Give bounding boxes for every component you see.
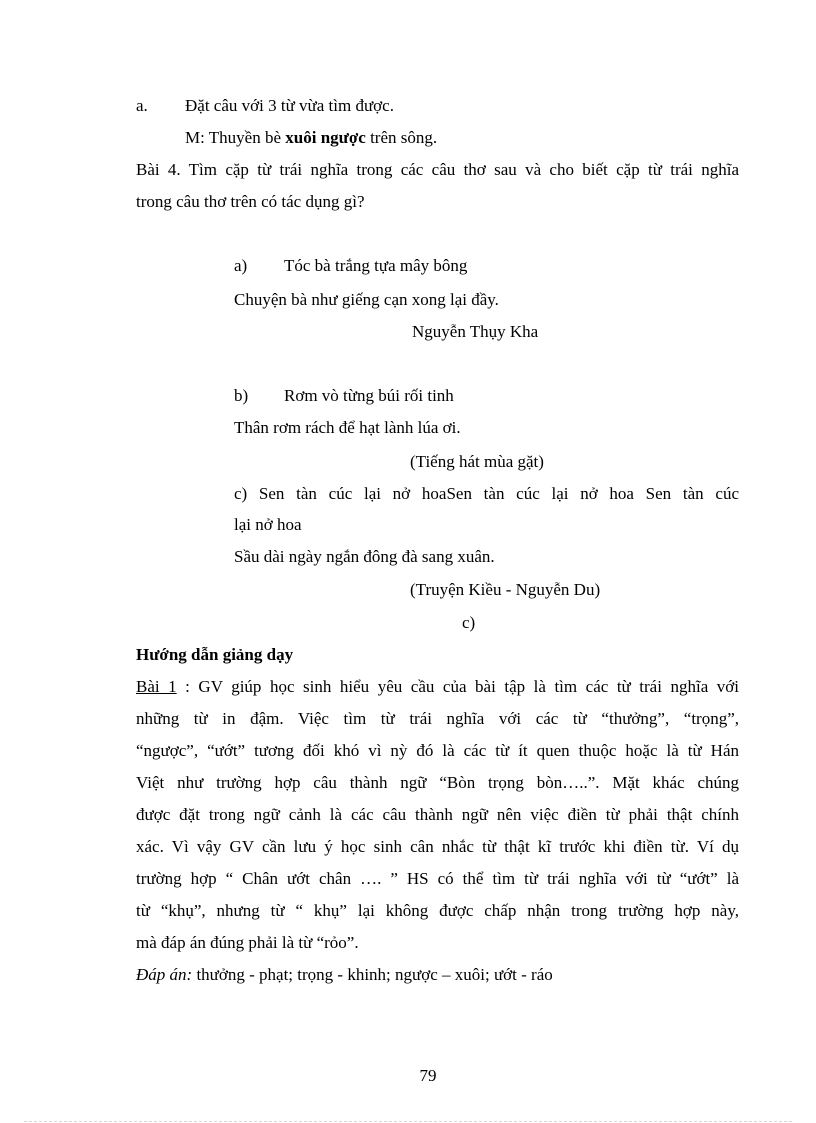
answer-text: thưởng - phạt; trọng - khinh; ngược – xuôi; ướt - ráo: [192, 965, 553, 984]
poem-a-line-2: Chuyện bà như giếng cạn xong lại đầy.: [234, 290, 499, 309]
answer-label: Đáp án:: [136, 965, 193, 984]
stray-marker-c: c): [462, 613, 476, 632]
poem-a-line-1: Tóc bà trắng tựa mây bông: [284, 256, 468, 275]
poem-a-author: Nguyễn Thụy Kha: [412, 322, 539, 341]
example-suffix: trên sông.: [365, 128, 438, 147]
guide-line-3: “ngược”, “ướt” tương đối khó vì nỳ đó là các từ ít quen thuộc hoặc là từ Hán: [136, 741, 739, 760]
guide-line-1: Bài 1 : GV giúp học sinh hiểu yêu cầu của bài tập là tìm các từ trái nghĩa với: [136, 677, 739, 696]
example-prefix: M: Thuyền bè: [185, 128, 286, 147]
guide-line-9: mà đáp án đúng phải là từ “rỏo”.: [136, 933, 359, 952]
bai4-line-1: Bài 4. Tìm cặp từ trái nghĩa trong các câu thơ sau và cho biết cặp từ trái nghĩa: [136, 160, 739, 179]
guide-line-8: từ “khụ”, nhưng từ “ khụ” lại không được chấp nhận trong trường hợp này,: [136, 901, 739, 920]
page-bottom-border: [24, 1121, 792, 1122]
poem-c-source: (Truyện Kiều - Nguyễn Du): [410, 580, 601, 599]
poem-b-line-1: Rơm vò từng búi rối tinh: [284, 386, 454, 405]
poem-b-marker: b): [234, 386, 249, 405]
poem-a-marker: a): [234, 256, 248, 275]
page-number: 79: [419, 1066, 437, 1085]
guide-line-4: Việt như trường hợp câu thành ngữ “Bòn trọng bòn…..”. Mặt khác chúng: [136, 773, 739, 792]
guide-line-5: được đặt trong ngữ cảnh là các câu thành ngữ nên việc điền từ phải thật chính: [136, 805, 739, 824]
guide-line-7: trường hợp “ Chân ướt chân …. ” HS có thể tìm từ trái nghĩa với từ “ướt” là: [136, 869, 739, 888]
poem-c-line-2: Sầu dài ngày ngắn đông đà sang xuân.: [234, 547, 495, 566]
guide-heading: Hướng dẫn giảng dạy: [136, 645, 294, 664]
part-a-text: Đặt câu với 3 từ vừa tìm được.: [185, 96, 394, 115]
poem-b-line-2: Thân rơm rách để hạt lành lúa ơi.: [234, 418, 461, 437]
poem-c-line-1: c) Sen tàn cúc lại nở hoaSen tàn cúc lại nở hoa Sen tàn cúc: [234, 484, 739, 503]
part-a-marker: a.: [136, 96, 148, 115]
poem-c-line-1-cont: lại nở hoa: [234, 515, 302, 534]
poem-b-source: (Tiếng hát mùa gặt): [410, 452, 544, 471]
bai4-line-2: trong câu thơ trên có tác dụng gì?: [136, 192, 365, 211]
bai1-label: Bài 1: [136, 677, 177, 696]
guide-line-2: những từ in đậm. Việc tìm từ trái nghĩa với các từ “thưởng”, “trọng”,: [136, 709, 739, 728]
example-sentence: [185, 128, 437, 148]
answer-line: [136, 965, 553, 985]
guide-line-6: xác. Vì vậy GV cần lưu ý học sinh cân nhắc từ thật kĩ trước khi điền từ. Ví dụ: [136, 837, 739, 856]
example-bold-word: xuôi ngược: [285, 128, 366, 147]
